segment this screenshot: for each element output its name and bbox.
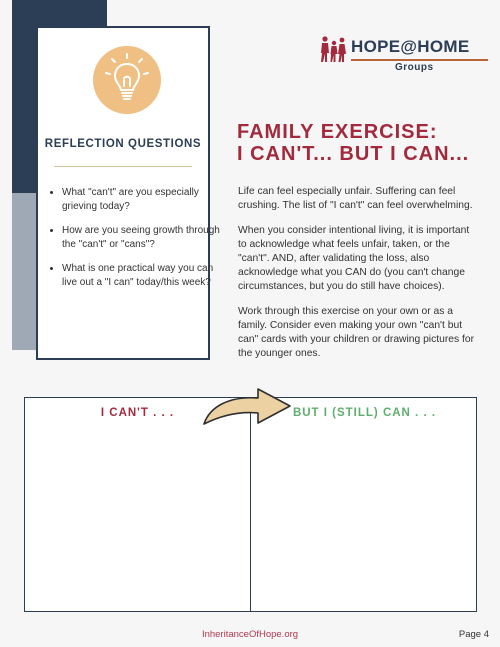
cant-column-heading: I CAN'T . . . xyxy=(100,407,175,419)
paragraph: Work through this exercise on your own or as a family. Consider even making your own "can't but can" cards with your children or drawing pictures for the younger ones. xyxy=(238,306,475,359)
reflection-title: REFLECTION QUESTIONS xyxy=(44,138,202,150)
title-line-1: FAMILY EXERCISE: xyxy=(237,121,438,143)
logo-subtitle: Groups xyxy=(395,62,434,73)
logo-name: HOPE@HOME xyxy=(351,37,470,56)
list-item: • What is one practical way you can live out a "I can" today/this week? xyxy=(62,262,222,290)
reflection-card xyxy=(36,26,220,360)
grid-divider xyxy=(250,398,251,611)
lightbulb-icon xyxy=(93,46,161,114)
footer-link[interactable]: InheritanceOfHope.org xyxy=(201,629,299,640)
page-title xyxy=(237,121,487,165)
logo-underline xyxy=(351,59,488,61)
page-number: Page 4 xyxy=(458,629,489,640)
logo xyxy=(318,34,488,78)
list-item: • What "can't" are you especially grieving today? xyxy=(62,186,222,214)
divider xyxy=(54,166,192,167)
family-silhouette-icon xyxy=(318,34,348,64)
paragraph: When you consider intentional living, it is important to acknowledge what feels unfair, taken, or the "can't". AND, after validating the loss, also acknowledge what you CAN do (you can't change circumstances, but you do still have choices). xyxy=(238,225,470,292)
can-column-heading: BUT I (STILL) CAN . . . xyxy=(292,407,437,419)
title-line-2: I CAN'T... BUT I CAN... xyxy=(237,143,470,165)
list-item: • How are you seeing growth through the "can't" or "cans"? xyxy=(62,224,222,252)
body-text xyxy=(238,185,478,372)
exercise-grid xyxy=(24,397,477,612)
curved-arrow-icon xyxy=(200,386,296,428)
paragraph: Life can feel especially unfair. Suffering can feel crushing. The list of "I can't" can feel overwhelming. xyxy=(238,186,473,211)
question-list xyxy=(46,186,222,300)
